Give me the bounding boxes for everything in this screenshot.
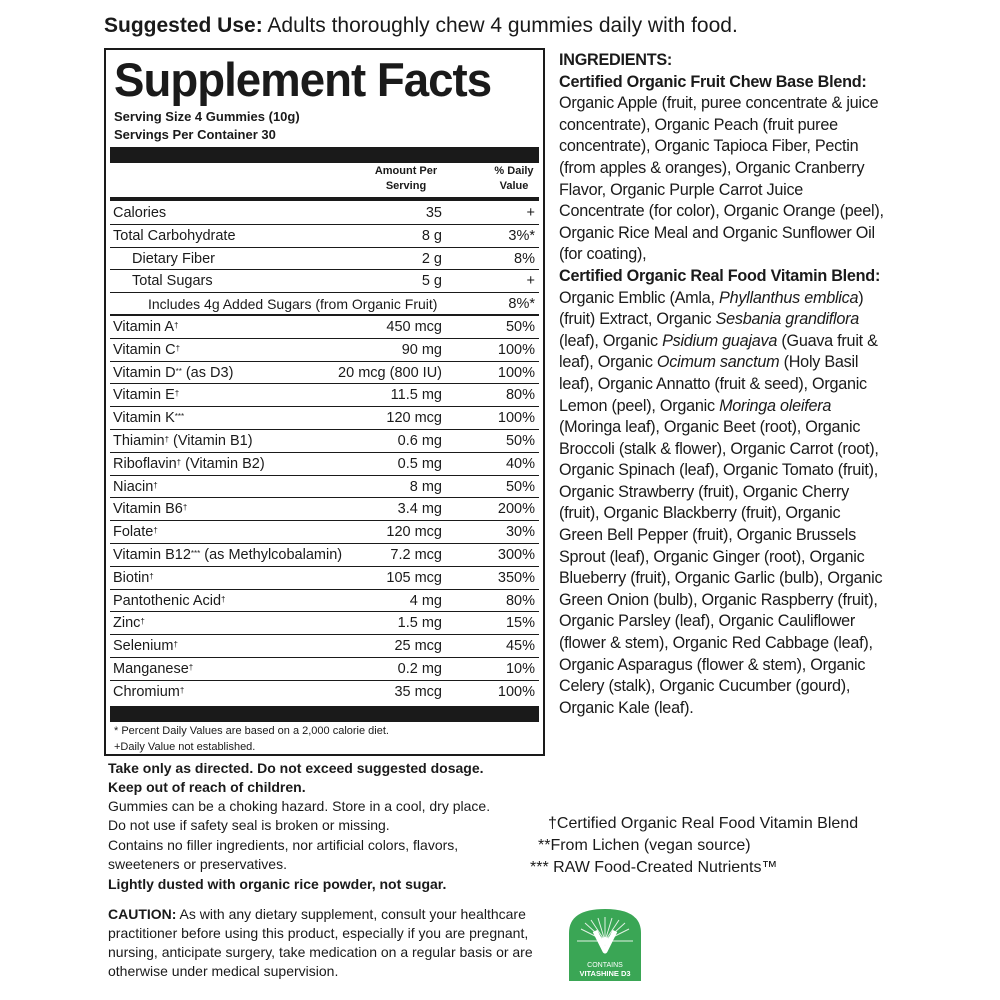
ingredient-text: (Holy Basil leaf), Organic Annatto (fruit & seed), Organic Lemon (peel), Organic — [559, 353, 867, 415]
nutrient-row — [110, 521, 539, 544]
botanical-name: Sesbania grandiflora — [715, 310, 860, 329]
nutrient-row — [110, 384, 539, 407]
nutrient-amount: 4 mg — [409, 592, 442, 609]
badge-line1: CONTAINS — [587, 962, 623, 969]
nutrient-name: Vitamin C† — [113, 341, 181, 358]
nutrient-amount: 120 mcg — [386, 524, 442, 541]
nutrient-daily-value: + — [526, 273, 535, 290]
note-lichen: **From Lichen (vegan source) — [538, 837, 751, 854]
nutrient-amount: 35 mcg — [394, 683, 442, 700]
serving-size: Serving Size 4 Gummies (10g) — [114, 109, 300, 124]
warning-choking: Gummies can be a choking hazard. Store in a cool, dry place. — [108, 798, 491, 814]
facts-title: Supplement Facts — [114, 53, 492, 106]
nutrient-row — [110, 453, 539, 476]
botanical-name: Psidium guajava — [662, 331, 778, 350]
ingredients-title: INGREDIENTS: — [559, 51, 673, 69]
nutrient-amount: 0.5 mg — [397, 455, 442, 472]
nutrient-name: Vitamin K*** — [113, 410, 185, 427]
header-amount-per-serving: Amount Per Serving — [374, 165, 438, 192]
nutrient-row — [110, 225, 539, 248]
nutrient-daily-value: 3%* — [508, 227, 535, 244]
ingredient-text: (Guava fruit & leaf), Organic — [559, 331, 878, 372]
nutrient-daily-value: 45% — [505, 638, 535, 655]
nutrient-row — [110, 202, 539, 225]
note-raw-food: *** RAW Food-Created Nutrients™ — [530, 859, 778, 876]
nutrient-row — [110, 248, 539, 271]
nutrient-amount: 3.4 mg — [397, 501, 442, 518]
nutrient-daily-value: 15% — [505, 615, 535, 632]
nutrient-amount: 1.5 mg — [397, 615, 442, 632]
nutrient-name: Vitamin E† — [113, 387, 180, 404]
divider-bar — [110, 706, 539, 722]
nutrient-row — [110, 293, 539, 316]
nutrient-name: Riboflavin† (Vitamin B2) — [113, 455, 265, 472]
nutrient-amount: 90 mg — [401, 341, 442, 358]
warning-children: Keep out of reach of children. — [108, 779, 306, 795]
nutrient-row — [110, 362, 539, 385]
nutrient-row — [110, 316, 539, 339]
fruit-chew-blend — [559, 72, 885, 266]
note-vitamin-blend: †Certified Organic Real Food Vitamin Blend — [548, 815, 859, 832]
nutrient-amount: 7.2 mcg — [390, 546, 442, 563]
nutrient-name: Dietary Fiber — [132, 250, 215, 267]
nutrient-daily-value: 50% — [505, 318, 535, 335]
blend1-name: Certified Organic Fruit Chew Base Blend: — [559, 72, 867, 91]
blend2-name: Certified Organic Real Food Vitamin Blend: — [559, 266, 881, 285]
warning-fillers: Contains no filler ingredients, nor artificial colors, flavors, — [108, 837, 459, 853]
divider-line — [110, 197, 539, 201]
ingredient-text: (leaf), Organic — [559, 331, 663, 350]
nutrient-name: Vitamin D** (as D3) — [113, 364, 234, 381]
vitamin-blend — [559, 266, 885, 719]
nutrient-daily-value: 100% — [497, 341, 535, 358]
suggested-use-text: Adults thoroughly chew 4 gummies daily with food. — [262, 14, 738, 37]
nutrient-daily-value: 350% — [497, 569, 535, 586]
nutrient-row — [110, 476, 539, 499]
ingredient-text: (Moringa leaf), Organic Beet (root), Organic Broccoli (stalk & flower), Organic Carrot (root), Organic Spinach (leaf), Organic Tomato (fruit), Organic Strawberry (fruit), Organic Cherry (fruit), Organic Blackberry (fruit), Organic Green Bell Pepper (fruit), Organic Brussels Sprout (leaf), Organic Ginger (root), Organic Blueberry (fruit), Organic Garlic (bulb), Organic Green Onion (bulb), Organic Raspberry (fruit), Organic Parsley (leaf), Organic Cauliflower (flower & stem), Organic Red Cabbage (leaf), Organic Asparagus (flower & stem), Organic Celery (stalk), Organic Cucumber (gourd), Organic Kale (leaf). — [559, 418, 883, 717]
servings-per-container: Servings Per Container 30 — [114, 127, 276, 142]
nutrient-daily-value: 10% — [505, 660, 535, 677]
suggested-use — [104, 14, 738, 38]
header-daily-value: % Daily Value — [494, 165, 534, 192]
nutrient-daily-value: 200% — [497, 501, 535, 518]
nutrient-row — [110, 430, 539, 453]
ingredients-panel — [559, 50, 885, 719]
nutrient-name: Biotin† — [113, 569, 154, 586]
nutrient-row — [110, 270, 539, 293]
nutrient-daily-value: 80% — [505, 592, 535, 609]
nutrient-daily-value: 30% — [505, 524, 535, 541]
nutrient-row — [110, 681, 539, 704]
nutrient-name: Selenium† — [113, 638, 178, 655]
supplement-facts-panel — [104, 48, 545, 756]
botanical-name: Phyllanthus emblica — [719, 288, 859, 307]
caution-body: As with any dietary supplement, consult your healthcare practitioner before using this product, especially if you are pregnant, nursing, anticipate surgery, take medication on a regular basis or are otherwise under medical supervision. — [108, 906, 533, 979]
warning-seal: Do not use if safety seal is broken or missing. — [108, 817, 390, 833]
nutrient-amount: 0.2 mg — [397, 660, 442, 677]
nutrient-amount: 5 g — [421, 273, 442, 290]
nutrient-name: Folate† — [113, 524, 158, 541]
nutrient-name: Chromium† — [113, 683, 185, 700]
nutrient-row — [110, 658, 539, 681]
nutrient-amount: 2 g — [421, 250, 442, 267]
nutrient-daily-value: 8%* — [508, 296, 535, 313]
nutrient-row — [110, 635, 539, 658]
nutrient-row — [110, 339, 539, 362]
nutrient-amount: 0.6 mg — [397, 432, 442, 449]
nutrient-amount: 120 mcg — [386, 410, 442, 427]
warning-dusted: Lightly dusted with organic rice powder, not sugar. — [108, 876, 447, 892]
nutrient-name: Pantothenic Acid† — [113, 592, 226, 609]
ingredient-text: Organic Emblic (Amla, — [559, 288, 720, 307]
nutrient-name: Vitamin B6† — [113, 501, 188, 518]
nutrient-daily-value: 100% — [497, 683, 535, 700]
nutrient-row — [110, 544, 539, 567]
nutrient-name: Calories — [113, 205, 167, 221]
blend2-text — [559, 289, 882, 717]
nutrient-row — [110, 498, 539, 521]
nutrient-daily-value: 8% — [514, 250, 535, 267]
caution-label: CAUTION: — [108, 906, 177, 922]
nutrient-name: Vitamin B12*** (as Methylcobalamin) — [113, 546, 343, 563]
nutrient-row — [110, 407, 539, 430]
nutrient-amount: 11.5 mg — [390, 387, 442, 404]
nutrient-row — [110, 612, 539, 635]
nutrient-row — [110, 567, 539, 590]
nutrient-daily-value: 100% — [497, 364, 535, 381]
nutrient-daily-value: 80% — [505, 387, 535, 404]
nutrient-daily-value: 40% — [505, 455, 535, 472]
nutrient-name: Total Sugars — [132, 273, 213, 290]
nutrient-amount: 25 mcg — [394, 638, 442, 655]
nutrient-amount: 105 mcg — [386, 569, 442, 586]
nutrient-name: Total Carbohydrate — [113, 227, 236, 244]
botanical-name: Moringa oleifera — [719, 396, 832, 415]
nutrient-name: Zinc† — [113, 615, 145, 632]
nutrient-daily-value: 100% — [497, 410, 535, 427]
suggested-use-label: Suggested Use: — [104, 14, 263, 37]
vitashine-badge-icon — [565, 905, 645, 981]
nutrient-daily-value: 50% — [505, 432, 535, 449]
nutrient-daily-value: 50% — [505, 478, 535, 495]
nutrient-name: Manganese† — [113, 660, 194, 677]
nutrient-amount: 8 mg — [409, 478, 442, 495]
blend1-text: Organic Apple (fruit, puree concentrate & juice concentrate), Organic Peach (fruit puree concentrate), Organic Tapioca Fiber, Pectin (from apples & oranges), Organic Cranberry Flavor, Organic Purple Carrot Juice Concentrate (for color), Organic Orange (peel), Organic Rice Meal and Organic Sunflower Oil (for coating), — [559, 94, 884, 264]
nutrient-table — [110, 202, 539, 704]
caution-text — [108, 905, 548, 981]
warning-fillers-cont: sweeteners or preservatives. — [108, 856, 287, 872]
nutrient-daily-value: + — [526, 205, 535, 221]
nutrient-amount: 20 mcg (800 IU) — [338, 364, 442, 381]
nutrient-amount: 450 mcg — [386, 318, 442, 335]
ingredient-text: ) (fruit) Extract, Organic — [559, 288, 864, 329]
warning-directions: Take only as directed. Do not exceed suggested dosage. — [108, 760, 484, 776]
nutrient-name: Includes 4g Added Sugars (from Organic Fruit) — [148, 296, 438, 313]
footnote-daily-value: * Percent Daily Values are based on a 2,000 calorie diet. — [114, 725, 389, 737]
botanical-name: Ocimum sanctum — [656, 353, 780, 372]
nutrient-name: Thiamin† (Vitamin B1) — [113, 432, 253, 449]
divider-bar — [110, 147, 539, 163]
nutrient-row — [110, 590, 539, 613]
nutrient-amount: 8 g — [421, 227, 442, 244]
nutrient-daily-value: 300% — [497, 546, 535, 563]
nutrient-amount: 35 — [425, 205, 442, 221]
nutrient-name: Vitamin A† — [113, 318, 179, 335]
badge-line2: VITASHINE D3 — [579, 969, 631, 978]
nutrient-name: Niacin† — [113, 478, 158, 495]
footnote-not-established: +Daily Value not established. — [114, 741, 256, 753]
